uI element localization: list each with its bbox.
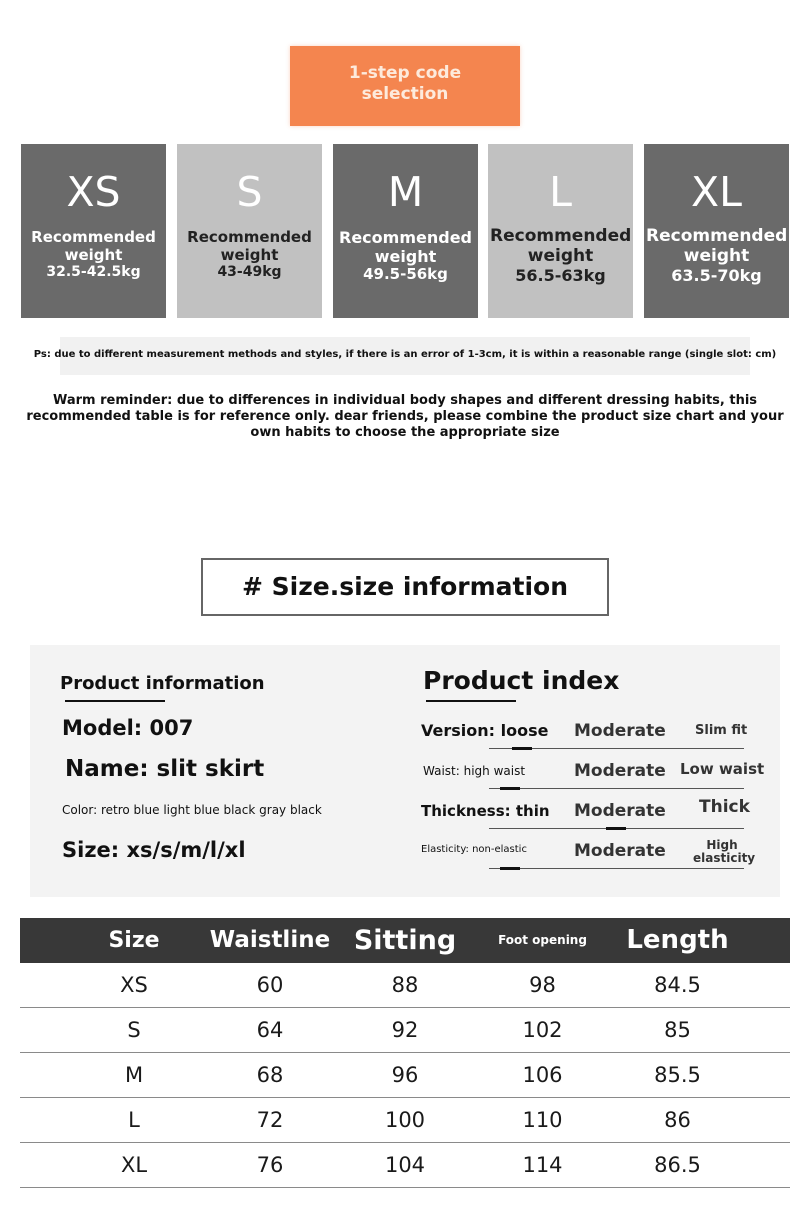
cell-length: 85.5 [654, 1063, 701, 1087]
cell-size: XS [120, 973, 148, 997]
weight-range: 56.5-63kg [515, 266, 606, 285]
cell-size: XL [120, 1153, 148, 1177]
header-length: Length [626, 925, 729, 955]
reminder-line-3: own habits to choose the appropriate size [250, 425, 560, 440]
cell-waistline: 76 [256, 1153, 284, 1177]
cell-waistline: 72 [256, 1108, 284, 1132]
weight-range: 32.5-42.5kg [46, 264, 141, 280]
size-card-xs [21, 144, 166, 318]
table-row [20, 963, 790, 1008]
cell-waistline: 64 [256, 1018, 284, 1042]
size-table-header [20, 918, 790, 963]
index-right: Low waist [680, 760, 765, 778]
heading-underline [65, 700, 165, 702]
cell-waistline: 68 [256, 1063, 284, 1087]
recommended-label: Recommended weight [31, 228, 156, 264]
product-size: Size: xs/s/m/l/xl [62, 838, 246, 862]
cell-sitting: 100 [384, 1108, 426, 1132]
table-row [20, 1008, 790, 1053]
cell-sitting: 104 [384, 1153, 426, 1177]
warm-reminder [20, 393, 790, 441]
size-card-s [177, 144, 322, 318]
cell-sitting: 92 [391, 1018, 419, 1042]
index-scale-line [489, 868, 744, 869]
reminder-line-2: recommended table is for reference only. dear friends, please combine the product size chart and your [26, 409, 784, 424]
product-color: Color: retro blue light blue black gray black [62, 803, 322, 817]
size-letter: XL [691, 168, 742, 216]
cell-foot-opening: 110 [522, 1108, 563, 1132]
cell-length: 85 [664, 1018, 691, 1042]
index-label: Waist: high waist [423, 764, 526, 778]
index-scale-line [489, 788, 744, 789]
cell-sitting: 96 [391, 1063, 419, 1087]
index-marker [606, 827, 626, 830]
heading-underline [426, 700, 516, 702]
size-letter: S [236, 168, 263, 216]
header-size: Size [108, 928, 160, 953]
index-row-version [0, 719, 810, 749]
cell-sitting: 88 [391, 973, 419, 997]
section-title: # Size.size information [201, 558, 609, 616]
cell-waistline: 60 [256, 973, 284, 997]
recommended-label: Recommended weight [490, 226, 632, 266]
weight-range: 43-49kg [217, 264, 282, 280]
product-info-heading: Product information [60, 673, 265, 694]
product-model: Model: 007 [62, 716, 194, 740]
weight-range: 63.5-70kg [671, 266, 762, 285]
size-card-xl [644, 144, 789, 318]
table-row [20, 1053, 790, 1098]
index-right: Slim fit [695, 723, 748, 738]
index-row-thickness [0, 799, 810, 829]
index-row-elasticity [0, 839, 810, 869]
product-name: Name: slit skirt [65, 756, 265, 782]
cell-length: 84.5 [654, 973, 701, 997]
ps-note: Ps: due to different measurement methods and styles, if there is an error of 1-3cm, it is within a reasonable range (single slot: cm) [33, 349, 777, 360]
index-marker [500, 867, 520, 870]
cell-size: L [128, 1108, 140, 1132]
size-letter: L [549, 168, 572, 216]
index-label: Thickness: thin [421, 802, 550, 820]
index-mid: Moderate [574, 761, 666, 781]
table-row [20, 1143, 790, 1188]
size-letter: M [387, 168, 424, 216]
cell-foot-opening: 106 [522, 1063, 563, 1087]
recommended-label: Recommended weight [339, 228, 472, 266]
index-marker [500, 787, 520, 790]
index-marker [512, 747, 532, 750]
badge-line-2: selection [361, 84, 449, 104]
index-mid: Moderate [574, 721, 666, 741]
index-right: High elasticity [693, 838, 756, 865]
recommended-label: Recommended weight [187, 228, 312, 264]
cell-foot-opening: 98 [529, 973, 556, 997]
cell-size: S [127, 1018, 141, 1042]
cell-size: M [124, 1063, 144, 1087]
size-letter: XS [66, 168, 121, 216]
size-card-l [488, 144, 633, 318]
index-right: Thick [699, 797, 750, 817]
cell-foot-opening: 102 [522, 1018, 563, 1042]
weight-range: 49.5-56kg [363, 265, 448, 283]
index-mid: Moderate [574, 841, 666, 861]
cell-length: 86 [664, 1108, 691, 1132]
product-index-heading: Product index [423, 666, 620, 695]
header-sitting: Sitting [353, 925, 457, 956]
header-foot-opening: Foot opening [498, 933, 587, 947]
cell-length: 86.5 [654, 1153, 701, 1177]
index-mid: Moderate [574, 801, 666, 821]
index-row-waist [0, 759, 810, 789]
recommended-label: Recommended weight [646, 226, 788, 266]
header-waistline: Waistline [209, 927, 331, 953]
size-selection-badge [290, 46, 520, 126]
index-label: Version: loose [421, 721, 549, 740]
index-label: Elasticity: non-elastic [421, 844, 527, 855]
badge-line-1: 1-step code [348, 63, 462, 83]
reminder-line-1: Warm reminder: due to differences in individual body shapes and different dressing habits, this [52, 393, 758, 408]
table-row [20, 1098, 790, 1143]
cell-foot-opening: 114 [522, 1153, 563, 1177]
size-card-m [333, 144, 478, 318]
